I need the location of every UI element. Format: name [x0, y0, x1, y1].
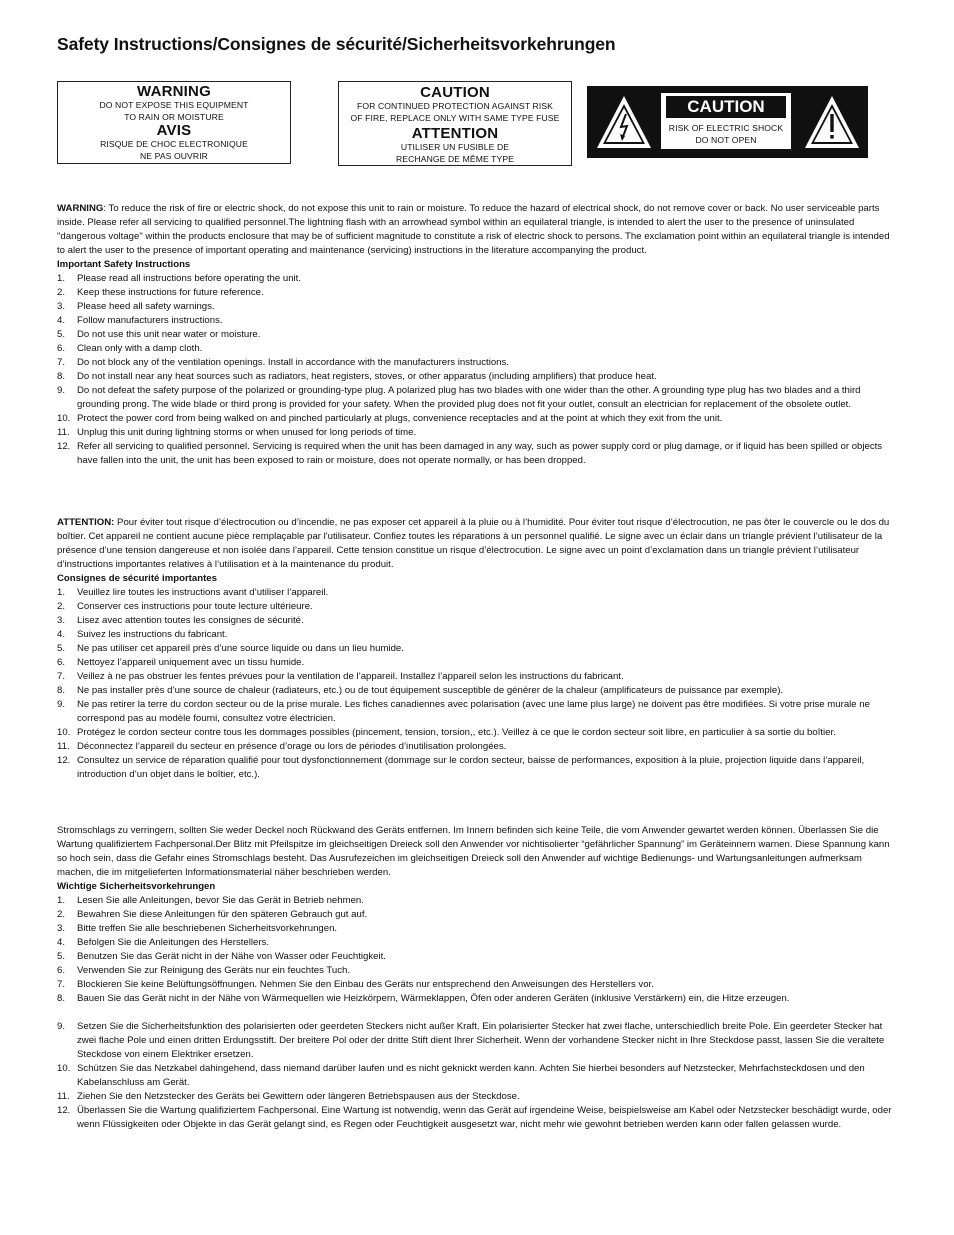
list-item-number: 1.: [57, 273, 66, 284]
list-item: [57, 698, 897, 726]
list-item: [57, 936, 897, 950]
list-item: [57, 412, 897, 426]
list-item-text: Schützen Sie das Netzkabel dahingehend, dass niemand darüber laufen und es nicht geknickt werden kann. Achten Sie hierbei besonders auf Netzstecker, Mehrfachsteckdosen und den Kabelanschluss am Gerät.: [77, 1063, 865, 1088]
list-item-number: 9.: [57, 1021, 66, 1032]
english-list: [57, 272, 897, 468]
list-item: [57, 992, 897, 1006]
list-item: [57, 440, 897, 468]
german-section: [57, 824, 897, 1132]
list-item: [57, 1020, 897, 1062]
french-intro: [57, 516, 897, 572]
shock-line: RISK OF ELECTRIC SHOCK: [668, 123, 784, 133]
shock-caution-panel: [660, 92, 792, 150]
french-intro-text: Pour éviter tout risque d’électrocution ou d’incendie, ne pas exposer cet appareil à la pluie ou à l’humidité. Pour éviter tout risque d’électrocution, ne pas ôter le couvercle ou le dos du boîtier. Cet appareil ne contient aucune pièce remplaçable par l'utilisateur. Confiez toutes les réparations à un personnel qualifié. Le signe avec un éclair dans un triangle prévient l’utilisateur de la présence d’une tension dangereuse et non isolée dans l’appareil. Cette tension constitue un risque d’électrocution. Le signe avec un point d’exclamation dans un triangle prévient l’utilisateur d’instructions importantes relatives à l’utilisation et à la maintenance du produit.: [57, 517, 890, 570]
english-lead: WARNING: [57, 203, 104, 214]
list-item: [57, 754, 897, 782]
list-item-number: 8.: [57, 993, 66, 1004]
list-item: [57, 314, 897, 328]
list-item-number: 11.: [57, 1091, 70, 1102]
list-item: [57, 726, 897, 740]
shock-caution-heading: CAUTION: [666, 96, 786, 118]
list-item-number: 11.: [57, 741, 70, 752]
list-item-text: Bauen Sie das Gerät nicht in der Nähe von Wärmequellen wie Heizkörpern, Wärmeklappen, Öfen oder anderen Geräten (inklusive Verstärkern) ein, die Hitze erzeugen.: [77, 993, 790, 1004]
shock-line: DO NOT OPEN: [695, 135, 757, 145]
list-item-number: 5.: [57, 329, 66, 340]
list-item-text: Veuillez lire toutes les instructions avant d’utiliser l’appareil.: [77, 587, 329, 598]
list-item-number: 3.: [57, 301, 66, 312]
list-item-text: Unplug this unit during lightning storms or when unused for long periods of time.: [77, 427, 417, 438]
list-item-text: Benutzen Sie das Gerät nicht in der Nähe von Wasser oder Feuchtigkeit.: [77, 951, 386, 962]
list-item-text: Suivez les instructions du fabricant.: [77, 629, 228, 640]
list-item-number: 2.: [57, 287, 66, 298]
french-section: [57, 516, 897, 782]
list-item-text: Bewahren Sie diese Anleitungen für den späteren Gebrauch gut auf.: [77, 909, 368, 920]
english-intro: [57, 202, 897, 258]
french-lead: ATTENTION:: [57, 517, 115, 528]
list-item-number: 10.: [57, 1063, 71, 1074]
list-item: [57, 1090, 897, 1104]
list-item: [57, 670, 897, 684]
attention-heading: ATTENTION: [411, 125, 499, 142]
list-item-number: 4.: [57, 629, 66, 640]
french-heading: Consignes de sécurité importantes: [57, 573, 217, 584]
list-item-text: Consultez un service de réparation qualifié pour tout dysfonctionnement (dommage sur le cordon secteur, baisse de performances, exposition à la pluie, projection liquide dans l’appareil, introduction d’un objet dans le boîtier, etc.).: [77, 755, 865, 780]
warning-line: DO NOT EXPOSE THIS EQUIPMENT: [99, 100, 249, 110]
list-item-number: 4.: [57, 937, 66, 948]
list-item-number: 2.: [57, 909, 66, 920]
avis-line: NE PAS OUVRIR: [140, 151, 208, 161]
list-item: [57, 1104, 897, 1132]
electric-shock-label: [587, 86, 868, 158]
list-item: [57, 370, 897, 384]
french-list: [57, 586, 897, 782]
list-item: [57, 684, 897, 698]
list-item-number: 1.: [57, 587, 66, 598]
list-item-text: Ne pas retirer la terre du cordon secteur ou de la prise murale. Les fiches canadiennes avec polarisation (avec une lame plus large) ne doivent pas être modifiées. Si votre prise murale ne correspond pas au modèle fourni, consultez votre électricien.: [77, 699, 870, 724]
warning-label: [57, 81, 291, 164]
list-item-text: Veillez à ne pas obstruer les fentes prévues pour la ventilation de l’appareil. Installez l’appareil selon les instructions du fabricant.: [77, 671, 624, 682]
list-item-text: Do not use this unit near water or moisture.: [77, 329, 261, 340]
page-title: Safety Instructions/Consignes de sécurité/Sicherheitsvorkehrungen: [57, 34, 616, 54]
list-item-number: 12.: [57, 755, 71, 766]
list-item-number: 5.: [57, 951, 66, 962]
list-item: [57, 950, 897, 964]
exclamation-triangle-icon: [803, 94, 861, 150]
list-item-number: 4.: [57, 315, 66, 326]
avis-heading: AVIS: [156, 122, 192, 139]
list-item: [57, 1062, 897, 1090]
list-item-number: 9.: [57, 385, 66, 396]
list-item-text: Do not block any of the ventilation openings. Install in accordance with the manufacturers instructions.: [77, 357, 509, 368]
list-item: [57, 356, 897, 370]
list-item: [57, 614, 897, 628]
list-item-number: 1.: [57, 895, 66, 906]
list-item-number: 5.: [57, 643, 66, 654]
list-item: [57, 656, 897, 670]
list-item-text: Nettoyez l’appareil uniquement avec un tissu humide.: [77, 657, 305, 668]
list-item-number: 7.: [57, 357, 66, 368]
english-intro-text: : To reduce the risk of fire or electric shock, do not expose this unit to rain or moisture. To reduce the hazard of electrical shock, do not remove cover or back. No user serviceable parts inside. Please refer all servicing to qualified personnel.The lightning flash with an arrowhead symbol within an equilateral triangle, is intended to alert the user to the presence of uninsulated "dangerous voltage" within the products enclosure that may be of sufficient magnitude to constitute a risk of electric shock to persons. The exclamation point within an equilateral triangle is intended to alert the user to the presence of important operating and maintenance (servicing) instructions in the literature accompanying the product.: [57, 203, 890, 256]
list-item-text: Ziehen Sie den Netzstecker des Geräts bei Gewittern oder längeren Betriebspausen aus der Steckdose.: [77, 1091, 520, 1102]
list-item-number: 3.: [57, 615, 66, 626]
list-item: [57, 978, 897, 992]
english-heading: Important Safety Instructions: [57, 259, 191, 270]
list-item-number: 10.: [57, 413, 71, 424]
list-item-text: Protect the power cord from being walked on and pinched particularly at plugs, convenience receptacles and at the point at which they exit from the unit.: [77, 413, 723, 424]
list-item: [57, 740, 897, 754]
list-item-text: Déconnectez l’appareil du secteur en présence d’orage ou lors de périodes d’inutilisation prolongées.: [77, 741, 507, 752]
list-item: [57, 922, 897, 936]
list-item-text: Ne pas utiliser cet appareil près d’une source liquide ou dans un lieu humide.: [77, 643, 404, 654]
list-item: [57, 300, 897, 314]
list-item-text: Please heed all safety warnings.: [77, 301, 215, 312]
list-item: [57, 272, 897, 286]
list-item-text: Blockieren Sie keine Belüftungsöffnungen. Nehmen Sie den Einbau des Geräts nur entsprechend den Anweisungen des Herstellers vor.: [77, 979, 654, 990]
list-item-number: 6.: [57, 965, 66, 976]
list-item-number: 12.: [57, 441, 71, 452]
list-item-text: Conserver ces instructions pour toute lecture ultérieure.: [77, 601, 313, 612]
list-item-text: Protégez le cordon secteur contre tous les dommages possibles (pincement, tension, torsion,, etc.). Veillez à ce que le cordon secteur soit libre, en particulier à sa sortie du boîtier.: [77, 727, 836, 738]
list-item: [57, 586, 897, 600]
list-item-text: Keep these instructions for future reference.: [77, 287, 264, 298]
german-list: [57, 894, 897, 1132]
list-item: [57, 642, 897, 656]
list-item-number: 6.: [57, 343, 66, 354]
list-item-text: Follow manufacturers instructions.: [77, 315, 223, 326]
english-section: [57, 202, 897, 468]
list-item-number: 12.: [57, 1105, 71, 1116]
attention-line: UTILISER UN FUSIBLE DE: [400, 142, 510, 152]
list-item-text: Refer all servicing to qualified personnel. Servicing is required when the unit has been damaged in any way, such as power supply cord or plug damage, or if liquid has been spilled or objects have fallen into the unit, the unit has been exposed to rain or moisture, does not operate normally, or has been dropped.: [77, 441, 883, 466]
list-item-text: Überlassen Sie die Wartung qualifiziertem Fachpersonal. Eine Wartung ist notwendig, wenn das Gerät auf irgendeine Weise, beispielsweise am Kabel oder Netzstecker beschädigt wurde, oder wenn Flüssigkeiten oder Objekte in das Gerät gelangt sind, es Regen oder Feuchtigkeit ausgesetzt war, nicht mehr wie gewohnt betrieben werden kann oder fallen gelassen wurde.: [77, 1105, 892, 1130]
warning-line: TO RAIN OR MOISTURE: [124, 112, 224, 122]
list-item-number: 9.: [57, 699, 66, 710]
list-item: [57, 384, 897, 412]
warning-heading: WARNING: [137, 83, 211, 100]
list-item-number: 7.: [57, 671, 66, 682]
list-item-text: Verwenden Sie zur Reinigung des Geräts nur ein feuchtes Tuch.: [77, 965, 351, 976]
list-item: [57, 426, 897, 440]
list-item-text: Ne pas installer près d’une source de chaleur (radiateurs, etc.) ou de tout équipement susceptible de générer de la chaleur (amplificateurs de puissance par exemple).: [77, 685, 784, 696]
german-intro: Stromschlags zu verringern, sollten Sie weder Deckel noch Rückwand des Geräts entfernen. Im Innern befinden sich keine Teile, die vom Anwender gewartet werden können. Überlassen Sie die Wartung qualifiziertem Fachpersonal.Der Blitz mit Pfeilspitze im gleichseitigen Dreieck soll den Anwender vor nichtisolierter “gefährlicher Spannung” im Geräteinnern warnen. Diese Spannung kann so hoch sein, dass die Gefahr eines Stromschlags besteht. Das Ausrufezeichen im gleichseitigen Dreieck soll den Anwender auf wichtige Bedienungs- und Wartungsanleitungen aufmerksam machen, die im mitgelieferten Informationsmaterial näher beschrieben werden.: [57, 825, 890, 878]
german-heading: Wichtige Sicherheitsvorkehrungen: [57, 881, 216, 892]
list-item-number: 7.: [57, 979, 66, 990]
list-item: [57, 628, 897, 642]
list-item: [57, 964, 897, 978]
list-item-text: Do not install near any heat sources such as radiators, heat registers, stoves, or other apparatus (including amplifiers) that produce heat.: [77, 371, 657, 382]
caution-heading: CAUTION: [420, 84, 490, 101]
list-item-text: Clean only with a damp cloth.: [77, 343, 203, 354]
caution-line: FOR CONTINUED PROTECTION AGAINST RISK: [357, 101, 553, 111]
list-item-text: Please read all instructions before operating the unit.: [77, 273, 301, 284]
caution-line: OF FIRE, REPLACE ONLY WITH SAME TYPE FUSE: [350, 113, 560, 123]
list-item: [57, 600, 897, 614]
list-item-number: 8.: [57, 685, 66, 696]
list-item-number: 8.: [57, 371, 66, 382]
list-item-number: 6.: [57, 657, 66, 668]
lightning-triangle-icon: [595, 94, 653, 150]
list-item-number: 11.: [57, 427, 70, 438]
avis-line: RISQUE DE CHOC ELECTRONIQUE: [100, 139, 248, 149]
list-item-number: 10.: [57, 727, 71, 738]
list-item-number: 2.: [57, 601, 66, 612]
list-item-text: Lisez avec attention toutes les consignes de sécurité.: [77, 615, 304, 626]
list-item-text: Setzen Sie die Sicherheitsfunktion des polarisierten oder geerdeten Steckers nicht außer Kraft. Ein polarisierter Stecker hat zwei flache, unterschiedlich breite Pole. Ein geerdeter Stecker hat zwei flache Pole und einen dritten Erdungsstift. Der breitere Pol oder der dritte Stift dient Ihrer Sicherheit. Wenn der vorhandene Stecker nicht in Ihre Steckdose passt, lassen Sie die veraltete Steckdose von einem Elektriker ersetzen.: [77, 1021, 885, 1060]
list-item-text: Bitte treffen Sie alle beschriebenen Sicherheitsvorkehrungen.: [77, 923, 338, 934]
fuse-caution-label: [338, 81, 572, 166]
list-item-text: Lesen Sie alle Anleitungen, bevor Sie das Gerät in Betrieb nehmen.: [77, 895, 364, 906]
list-item-text: Do not defeat the safety purpose of the polarized or grounding-type plug. A polarized plug has two blades with one wider than the other. A grounding type plug has two blades and a third grounding prong. The wide blade or third prong is provided for your safety. When the provided plug does not fit your outlet, consult an electrician for replacement of the obsolete outlet.: [77, 385, 861, 410]
list-item: [57, 342, 897, 356]
list-item-number: 3.: [57, 923, 66, 934]
list-item: [57, 908, 897, 922]
attention-line: RECHANGE DE MÊME TYPE: [396, 154, 514, 164]
list-item-text: Befolgen Sie die Anleitungen des Herstellers.: [77, 937, 269, 948]
list-item: [57, 894, 897, 908]
list-item: [57, 286, 897, 300]
list-item: [57, 328, 897, 342]
